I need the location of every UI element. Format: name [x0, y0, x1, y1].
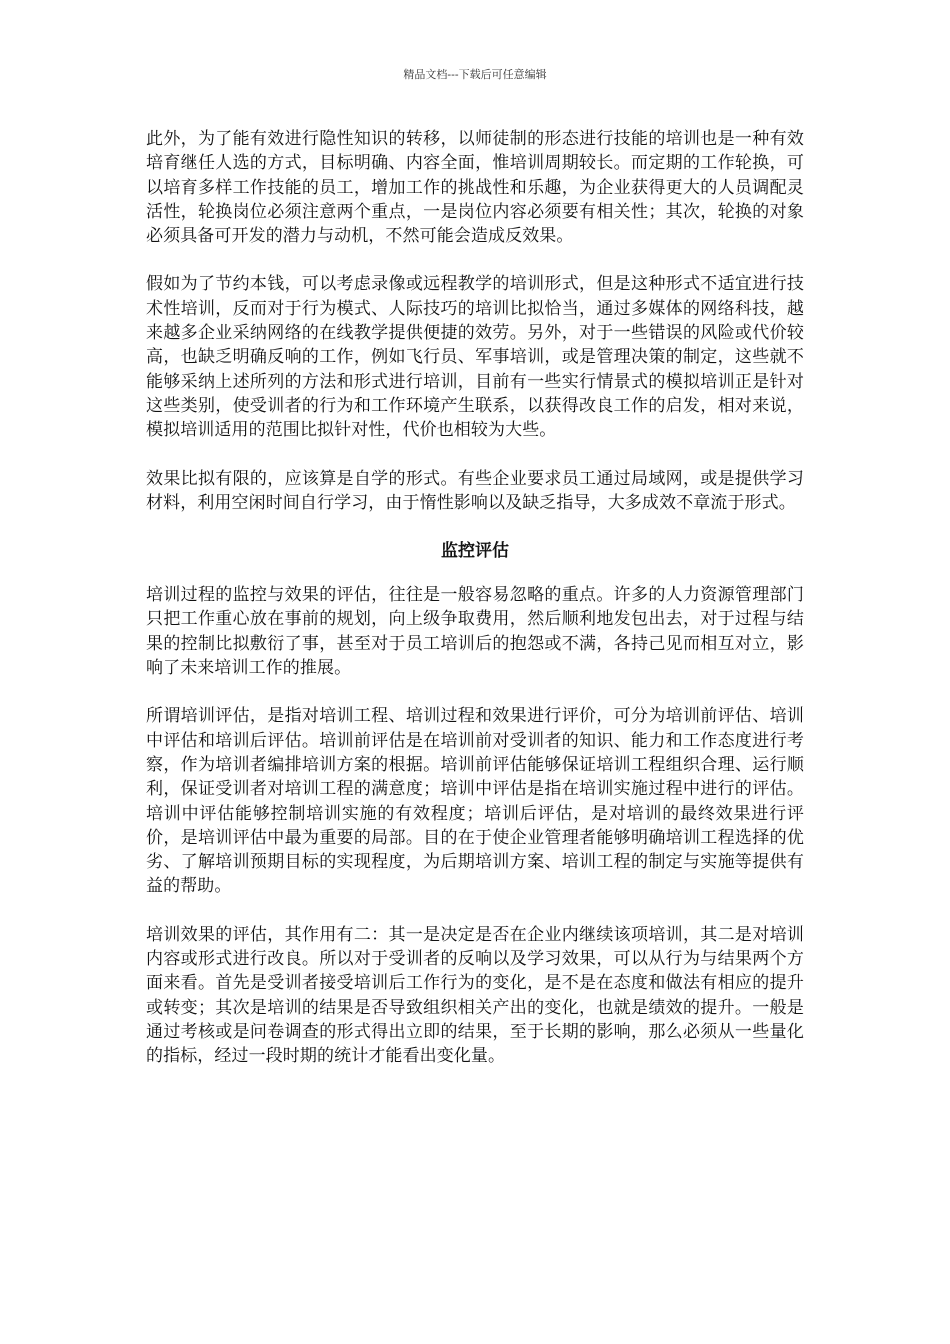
paragraph-apprenticeship: 此外，为了能有效进行隐性知识的转移，以师徒制的形态进行技能的培训也是一种有效培育继任人选的方式，目标明确、内容全面，惟培训周期较长。而定期的工作轮换，可以培育多样工作技能的员工，增加工作的挑战性和乐趣，为企业获得更大的人员调配灵活性，轮换岗位必须注意两个重点，一是岗位内容必须要有相关性；其次，轮换的对象必须具备可开发的潜力与动机，不然可能会造成反效果。 [146, 129, 804, 247]
page-header: 精品文档---下载后可任意编辑 [403, 68, 547, 81]
paragraph-remote-training: 假如为了节约本钱，可以考虑录像或远程教学的培训形式，但是这种形式不适宜进行技术性培训，反而对于行为模式、人际技巧的培训比拟恰当，通过多媒体的网络科技，越来越多企业采纳网络的在线教学提供便捷的效劳。另外，对于一些错误的风险或代价较高，也缺乏明确反响的工作，例如飞行员、军事培训，或是管理决策的制定，这些就不能够采纳上述所列的方法和形式进行培训，目前有一些实行情景式的模拟培训正是针对这些类别，使受训者的行为和工作环境产生联系，以获得改良工作的启发，相对来说，模拟培训适用的范围比拟针对性，代价也相较为大些。 [146, 274, 804, 441]
paragraph-monitoring: 培训过程的监控与效果的评估，往往是一般容易忽略的重点。许多的人力资源管理部门只把工作重心放在事前的规划，向上级争取费用，然后顺利地发包出去，对于过程与结果的控制比拟敷衍了事，甚至对于员工培训后的抱怨或不满，各持己见而相互对立，影响了未来培训工作的推展。 [146, 585, 804, 679]
paragraph-evaluation-definition: 所谓培训评估，是指对培训工程、培训过程和效果进行评价，可分为培训前评估、培训中评估和培训后评估。培训前评估是在培训前对受训者的知识、能力和工作态度进行考察，作为培训者编排培训方案的根据。培训前评估能够保证培训工程组织合理、运行顺利，保证受训者对培训工程的满意度；培训中评估是指在培训实施过程中进行的评估。培训中评估能够控制培训实施的有效程度；培训后评估，是对培训的最终效果进行评价，是培训评估中最为重要的局部。目的在于使企业管理者能够明确培训工程选择的优劣、了解培训预期目标的实现程度，为后期培训方案、培训工程的制定与实施等提供有益的帮助。 [146, 706, 804, 897]
paragraph-self-study: 效果比拟有限的，应该算是自学的形式。有些企业要求员工通过局域网，或是提供学习材料，利用空闲时间自行学习，由于惰性影响以及缺乏指导，大多成效不章流于形式。 [146, 468, 804, 513]
section-heading: 监控评估 [441, 541, 509, 562]
document-body [146, 127, 804, 1069]
paragraph-evaluation-effect: 培训效果的评估，其作用有二：其一是决定是否在企业内继续该项培训，其二是对培训内容或形式进行改良。所以对于受训者的反响以及学习效果，可以从行为与结果两个方面来看。首先是受训者接受培训后工作行为的变化，是不是在态度和做法有相应的提升或转变；其次是培训的结果是否导致组织相关产出的变化，也就是绩效的提升。一般是通过考核或是问卷调查的形式得出立即的结果，至于长期的影响，那么必须从一些量化的指标，经过一段时期的统计才能看出变化量。 [146, 924, 804, 1067]
